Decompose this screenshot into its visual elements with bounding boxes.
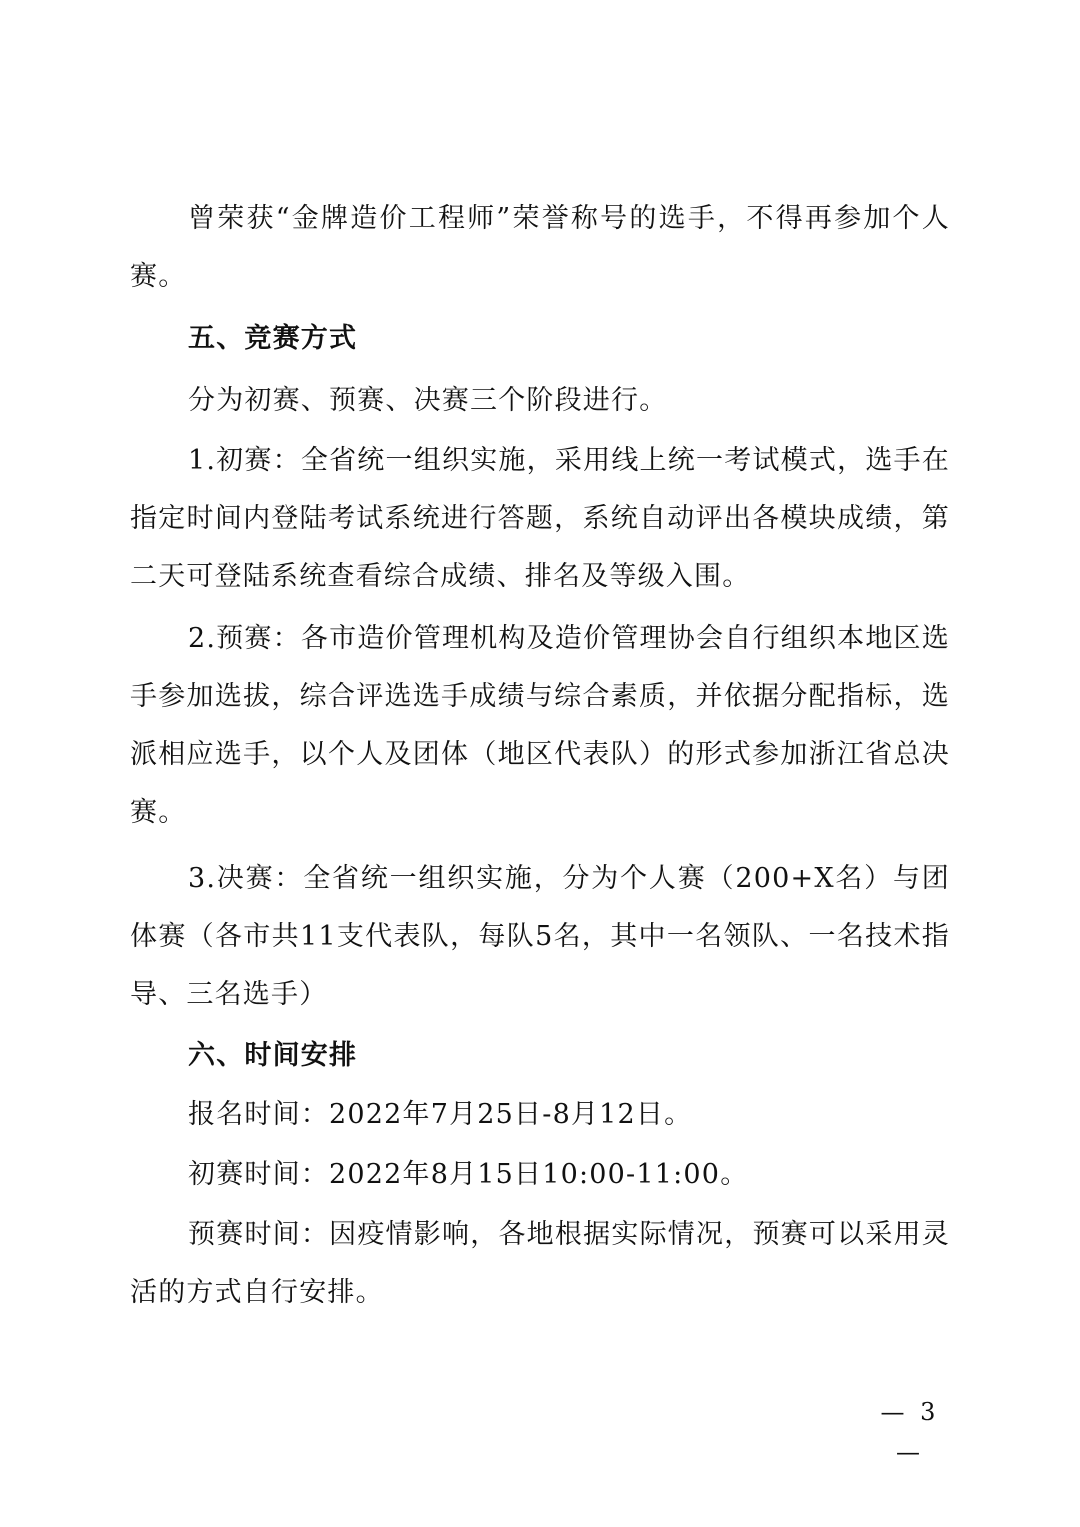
paragraph-qualifier: 2.预赛：各市造价管理机构及造价管理协会自行组织本地区选手参加选拔，综合评选选手成绩与综合素质，并依据分配指标，选派相应选手，以个人及团体（地区代表队）的形式参加浙江省总决赛。 [130,623,950,828]
paragraph-final: 3.决赛：全省统一组织实施，分为个人赛（200+X名）与团体赛（各市共11支代表队，每队5名，其中一名领队、一名技术指导、三名选手） [130,863,950,1010]
section-five-heading: 五、竞赛方式 [188,323,358,354]
paragraph-preliminary: 1.初赛：全省统一组织实施，采用线上统一考试模式，选手在指定时间内登陆考试系统进行答题，系统自动评出各模块成绩，第二天可登陆系统查看综合成绩、排名及等级入围。 [130,445,950,592]
section-six-heading: 六、时间安排 [188,1040,358,1071]
paragraph-qualifier-time: 预赛时间：因疫情影响，各地根据实际情况，预赛可以采用灵活的方式自行安排。 [130,1219,950,1308]
paragraph-signup-time: 报名时间：2022年7月25日-8月12日。 [188,1099,693,1130]
paragraph-preliminary-time: 初赛时间：2022年8月15日10:00-11:00。 [188,1159,749,1190]
paragraph-stages: 分为初赛、预赛、决赛三个阶段进行。 [188,385,668,416]
page-number: — 3 — [880,1398,940,1466]
paragraph-honor-rule: 曾荣获“金牌造价工程师”荣誉称号的选手，不得再参加个人赛。 [130,203,950,292]
